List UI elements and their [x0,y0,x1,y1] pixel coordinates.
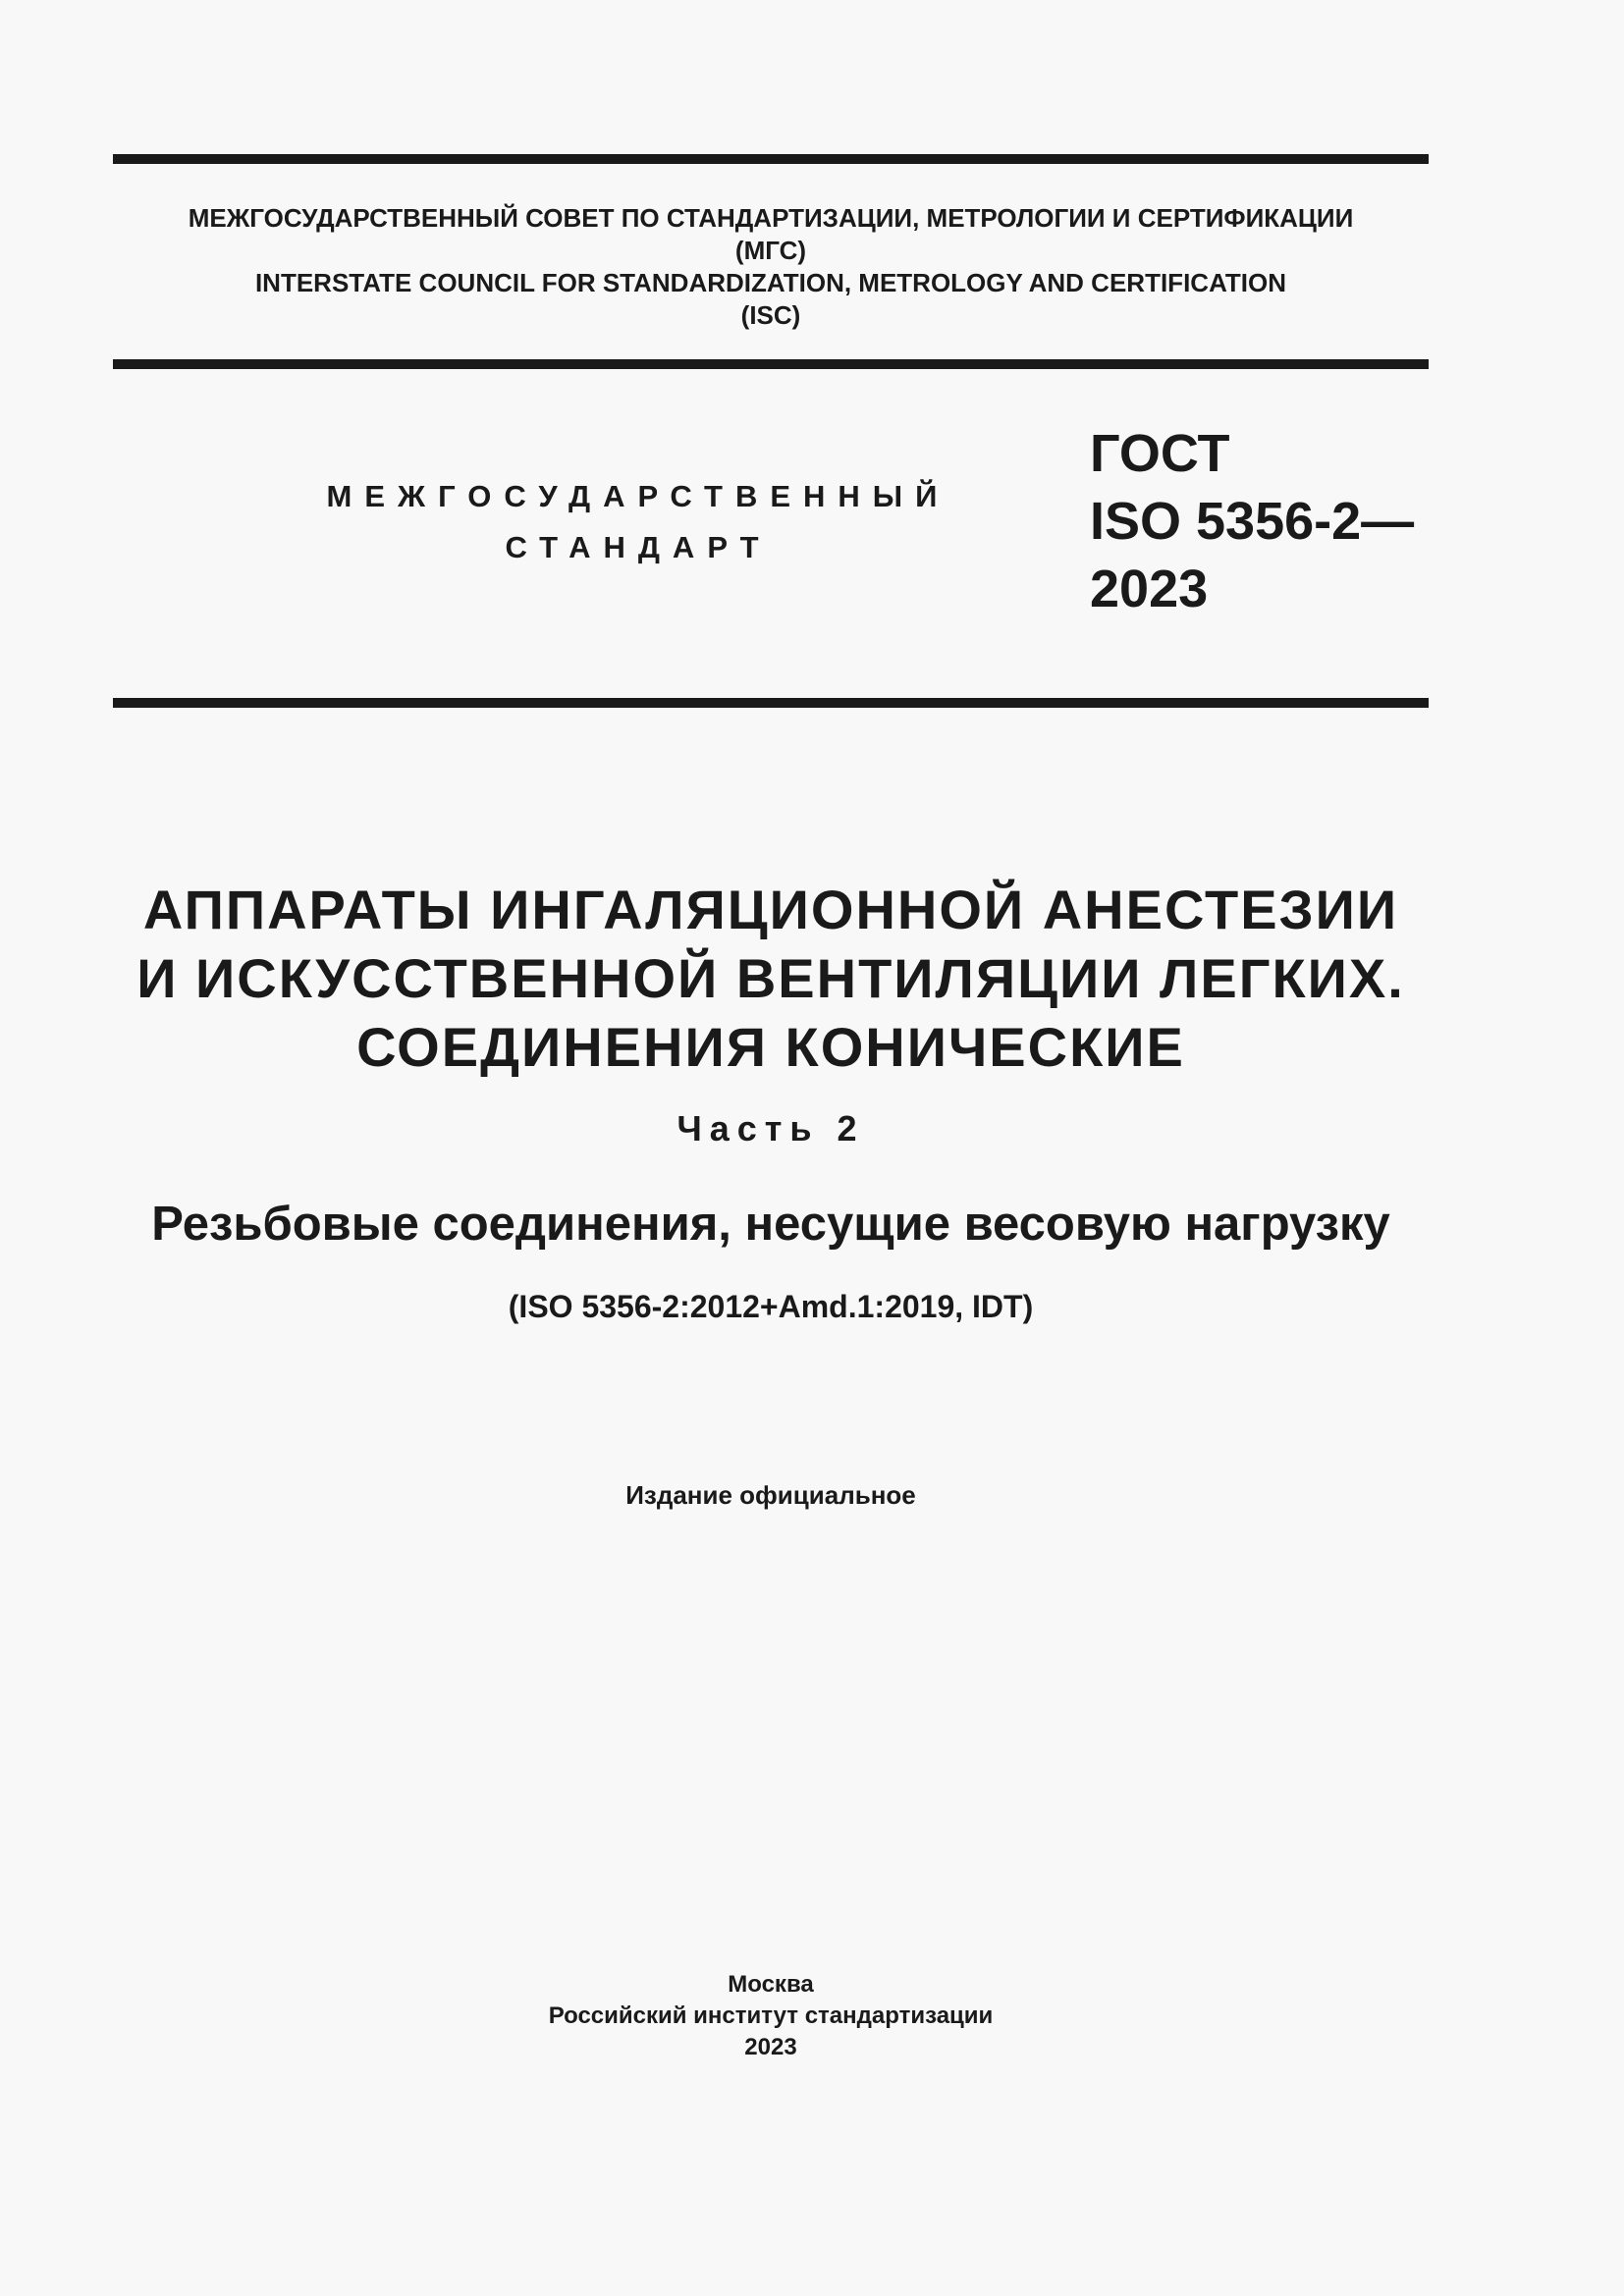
edition-label: Издание официальное [625,1480,916,1510]
council-name-en: INTERSTATE COUNCIL FOR STANDARDIZATION, METROLOGY AND CERTIFICATION [254,268,1287,297]
publisher-city: Москва [728,1971,814,1998]
standard-kind-line2: СТАНДАРТ [505,530,772,564]
designation-iso: ISO 5356-2— [1090,492,1415,551]
designation-bottom-rule [113,698,1429,708]
designation-gost: ГОСТ [1090,424,1230,483]
iso-reference: (ISO 5356-2:2012+Amd.1:2019, IDT) [508,1289,1034,1324]
part-title: Резьбовые соединения, несущие весовую нагрузку [151,1198,1390,1251]
title-line-2: И ИСКУССТВЕННОЙ ВЕНТИЛЯЦИИ ЛЕГКИХ. [136,947,1405,1009]
top-rule [113,154,1429,164]
designation-year: 2023 [1090,560,1209,618]
title-line-1: АППАРАТЫ ИНГАЛЯЦИОННОЙ АНЕСТЕЗИИ [142,879,1399,940]
title-line-3: СОЕДИНЕНИЯ КОНИЧЕСКИЕ [356,1016,1185,1078]
standard-kind-line1: МЕЖГОСУДАРСТВЕННЫЙ [326,479,950,513]
publisher-institute: Российский институт стандартизации [548,2002,994,2029]
standard-designation [1090,420,1414,623]
council-bottom-rule [113,359,1429,369]
publisher-block [113,1969,1429,2063]
part-number: Часть 2 [677,1108,865,1148]
council-abbr-ru: (МГС) [734,236,807,265]
standard-kind [245,471,1031,573]
publisher-year: 2023 [744,2034,797,2060]
council-header [113,202,1429,332]
council-name-ru: МЕЖГОСУДАРСТВЕННЫЙ СОВЕТ ПО СТАНДАРТИЗАЦИИ, МЕТРОЛОГИИ И СЕРТИФИКАЦИИ [188,203,1354,233]
council-abbr-en: (ISC) [740,300,801,330]
document-title [113,876,1429,1082]
